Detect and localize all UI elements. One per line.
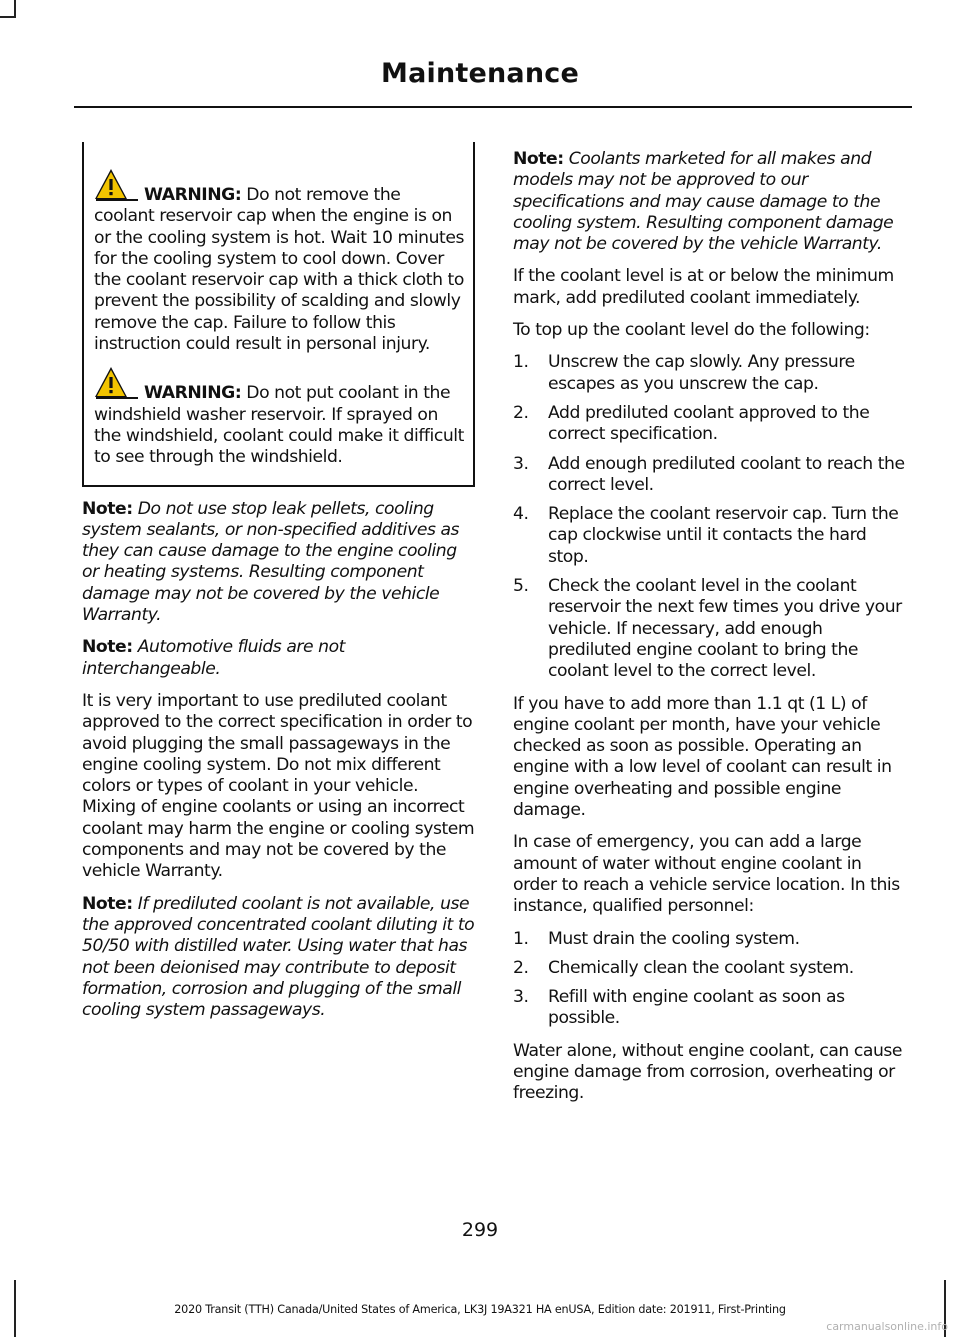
warning-triangle-icon bbox=[94, 366, 138, 400]
list-text: Add enough prediluted coolant to reach the correct level. bbox=[548, 453, 905, 495]
header-divider bbox=[74, 106, 912, 108]
note-text: Do not use stop leak pellets, cooling system sealants, or non-specified additives as they can cause damage to the engine cooling or heating systems. Resulting component damage may not be covered by the vehicle Warranty. bbox=[82, 498, 460, 626]
list-item bbox=[513, 958, 906, 979]
note-text: If prediluted coolant is not available, use the approved concentrated coolant diluting it to 50/50 with distilled water. Using water that has not been deionised may contribute to deposit formation, corrosion and plugging of the small cooling system passageways. bbox=[82, 893, 475, 1021]
note-paragraph bbox=[82, 637, 475, 680]
list-number: 3. bbox=[513, 453, 529, 474]
note-label: Note: bbox=[513, 149, 564, 169]
list-item bbox=[513, 987, 906, 1030]
list-text: Chemically clean the coolant system. bbox=[548, 957, 854, 978]
list-item bbox=[513, 454, 906, 497]
body-paragraph: If the coolant level is at or below the minimum mark, add prediluted coolant immediately. bbox=[513, 266, 894, 308]
note-label: Note: bbox=[82, 637, 133, 658]
footer-text: 2020 Transit (TTH) Canada/United States of America, LK3J 19A321 HA enUSA, Edition date: 201911, First-Printing bbox=[174, 1303, 786, 1316]
warning-box bbox=[82, 142, 475, 487]
page-title: Maintenance bbox=[381, 58, 579, 89]
crop-mark bbox=[0, 16, 16, 18]
list-number: 3. bbox=[513, 987, 529, 1008]
left-column bbox=[82, 142, 475, 1032]
numbered-list bbox=[513, 352, 906, 682]
list-item bbox=[513, 929, 906, 950]
numbered-list bbox=[513, 929, 906, 1030]
list-item bbox=[513, 403, 906, 446]
list-text: Refill with engine coolant as soon as possible. bbox=[548, 987, 845, 1029]
list-number: 5. bbox=[513, 576, 529, 597]
body-paragraph: To top up the coolant level do the following: bbox=[513, 320, 870, 341]
warning-keyword: WARNING: bbox=[144, 185, 242, 205]
note-paragraph bbox=[82, 499, 475, 627]
right-column bbox=[513, 149, 906, 1116]
list-text: Unscrew the cap slowly. Any pressure escapes as you unscrew the cap. bbox=[548, 352, 855, 394]
body-paragraph: Water alone, without engine coolant, can cause engine damage from corrosion, overheating or freezing. bbox=[513, 1040, 903, 1104]
warning-paragraph bbox=[94, 366, 465, 468]
list-item bbox=[513, 576, 906, 682]
body-paragraph: If you have to add more than 1.1 qt (1 L) of engine coolant per month, have your vehicle checked as soon as possible. Operating an engine with a low level of coolant can result in engine overheating and possible engine damage. bbox=[513, 693, 892, 821]
warning-paragraph bbox=[94, 168, 465, 355]
list-number: 4. bbox=[513, 504, 529, 525]
list-text: Check the coolant level in the coolant reservoir the next few times you drive your vehicle. If necessary, add enough prediluted engine coolant to bring the coolant level to the correct level. bbox=[548, 576, 902, 682]
list-number: 1. bbox=[513, 352, 529, 373]
list-number: 2. bbox=[513, 402, 529, 423]
list-text: Must drain the cooling system. bbox=[548, 928, 800, 949]
list-text: Replace the coolant reservoir cap. Turn the cap clockwise until it contacts the hard stop. bbox=[548, 504, 899, 567]
warning-text: Do not put coolant in the windshield washer reservoir. If sprayed on the windshield, coolant could make it difficult to see through the windshield. bbox=[94, 383, 464, 468]
note-label: Note: bbox=[82, 893, 133, 914]
note-paragraph bbox=[513, 149, 906, 255]
list-item bbox=[513, 504, 906, 568]
watermark: carmanualsonline.info bbox=[826, 1320, 948, 1333]
warning-keyword: WARNING: bbox=[144, 383, 242, 404]
list-number: 2. bbox=[513, 957, 529, 978]
note-label: Note: bbox=[82, 498, 133, 519]
body-paragraph: In case of emergency, you can add a large amount of water without engine coolant in order to reach a vehicle service location. In this instance, qualified personnel: bbox=[513, 832, 900, 917]
list-number: 1. bbox=[513, 928, 529, 949]
warning-text: Do not remove the coolant reservoir cap when the engine is on or the cooling system is hot. Wait 10 minutes for the cooling system to cool down. Cover the coolant reservoir cap with a thick cloth to prevent the possibility of scalding and slowly remove the cap. Failure to follow this instruction could result in personal injury. bbox=[94, 185, 464, 355]
note-text: Automotive fluids are not interchangeable. bbox=[82, 637, 345, 679]
warning-triangle-icon bbox=[94, 168, 138, 202]
body-paragraph: It is very important to use prediluted coolant approved to the correct specification in order to avoid plugging the small passageways in the engine cooling system. Do not mix different colors or types of coolant in your vehicle. Mixing of engine coolants or using an incorrect coolant may harm the engine or cooling system components and may not be covered by the vehicle Warranty. bbox=[82, 690, 475, 882]
list-text: Add prediluted coolant approved to the correct specification. bbox=[548, 402, 870, 445]
list-item bbox=[513, 352, 906, 395]
note-text: Coolants marketed for all makes and models may not be approved to our specifications and may cause damage to the cooling system. Resulting component damage may not be covered by the vehicle Warranty. bbox=[513, 149, 894, 255]
note-paragraph bbox=[82, 894, 475, 1022]
page-number: 299 bbox=[461, 1219, 499, 1241]
